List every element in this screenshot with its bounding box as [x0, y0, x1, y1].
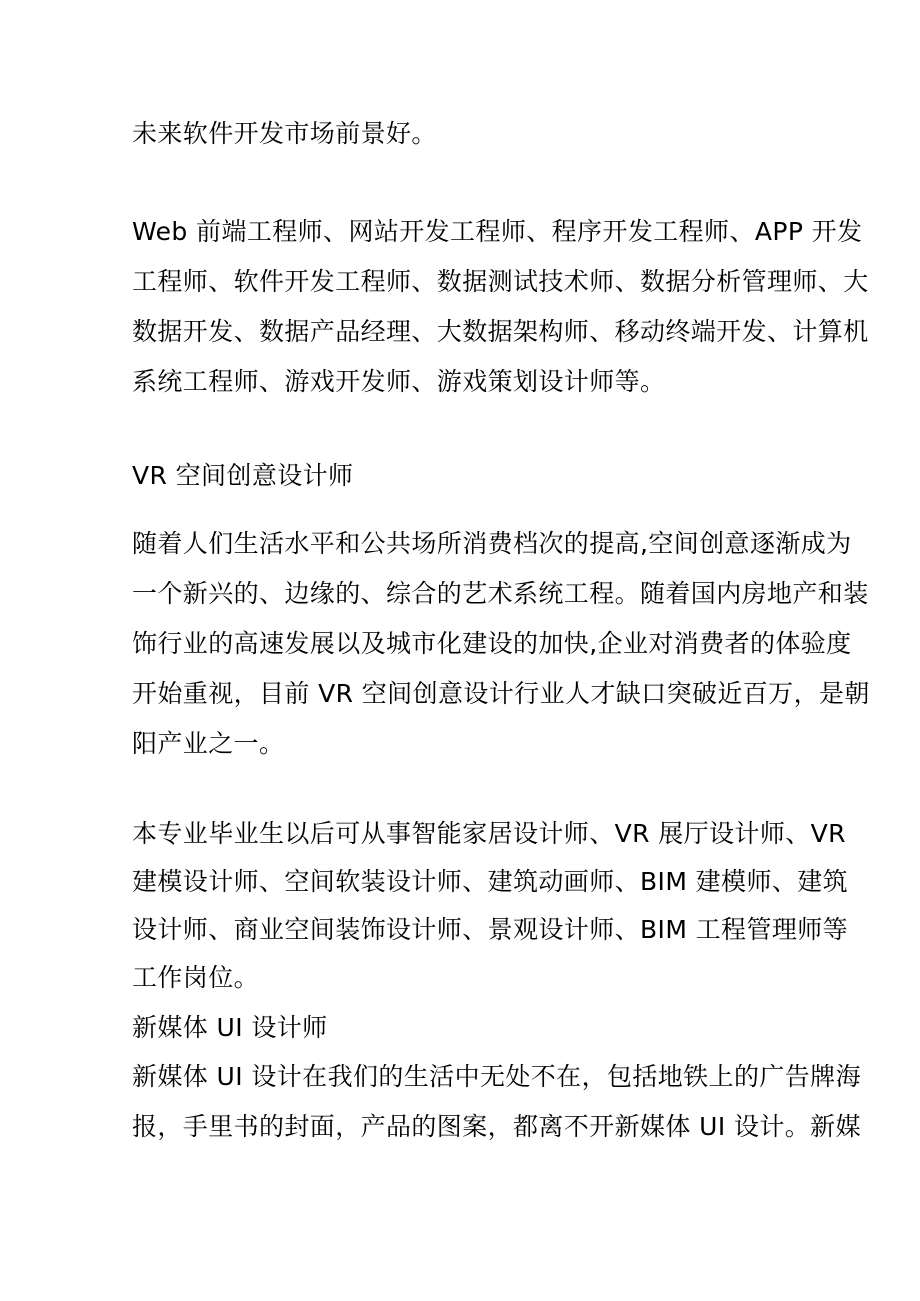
- paragraph-line: 随着人们生活水平和公共场所消费档次的提高,空间创意逐渐成为: [132, 529, 852, 558]
- section-heading: VR 空间创意设计师: [132, 461, 354, 490]
- paragraph-line: 建模设计师、空间软装设计师、建筑动画师、BIM 建模师、建筑: [132, 867, 849, 896]
- paragraph-line: 阳产业之一。: [132, 729, 285, 758]
- paragraph-line: 工作岗位。: [132, 963, 260, 992]
- paragraph-line: 设计师、商业空间装饰设计师、景观设计师、BIM 工程管理师等: [132, 915, 849, 944]
- paragraph-line: 本专业毕业生以后可从事智能家居设计师、VR 展厅设计师、VR: [132, 819, 846, 848]
- paragraph-line: 系统工程师、游戏开发师、游戏策划设计师等。: [132, 367, 666, 396]
- section-heading: 新媒体 UI 设计师: [132, 1013, 328, 1042]
- paragraph-line: 数据开发、数据产品经理、大数据架构师、移动终端开发、计算机: [132, 317, 869, 346]
- paragraph-line: 报，手里书的封面，产品的图案，都离不开新媒体 UI 设计。新媒: [132, 1112, 861, 1141]
- paragraph-line: 饰行业的高速发展以及城市化建设的加快,企业对消费者的体验度: [132, 629, 852, 658]
- paragraph-line: Web 前端工程师、网站开发工程师、程序开发工程师、APP 开发: [132, 217, 863, 246]
- paragraph-line: 未来软件开发市场前景好。: [132, 119, 437, 148]
- paragraph-line: 一个新兴的、边缘的、综合的艺术系统工程。随着国内房地产和装: [132, 579, 869, 608]
- paragraph-line: 新媒体 UI 设计在我们的生活中无处不在，包括地铁上的广告牌海: [132, 1062, 861, 1091]
- paragraph-line: 工程师、软件开发工程师、数据测试技术师、数据分析管理师、大: [132, 267, 869, 296]
- paragraph-line: 开始重视，目前 VR 空间创意设计行业人才缺口突破近百万，是朝: [132, 679, 870, 708]
